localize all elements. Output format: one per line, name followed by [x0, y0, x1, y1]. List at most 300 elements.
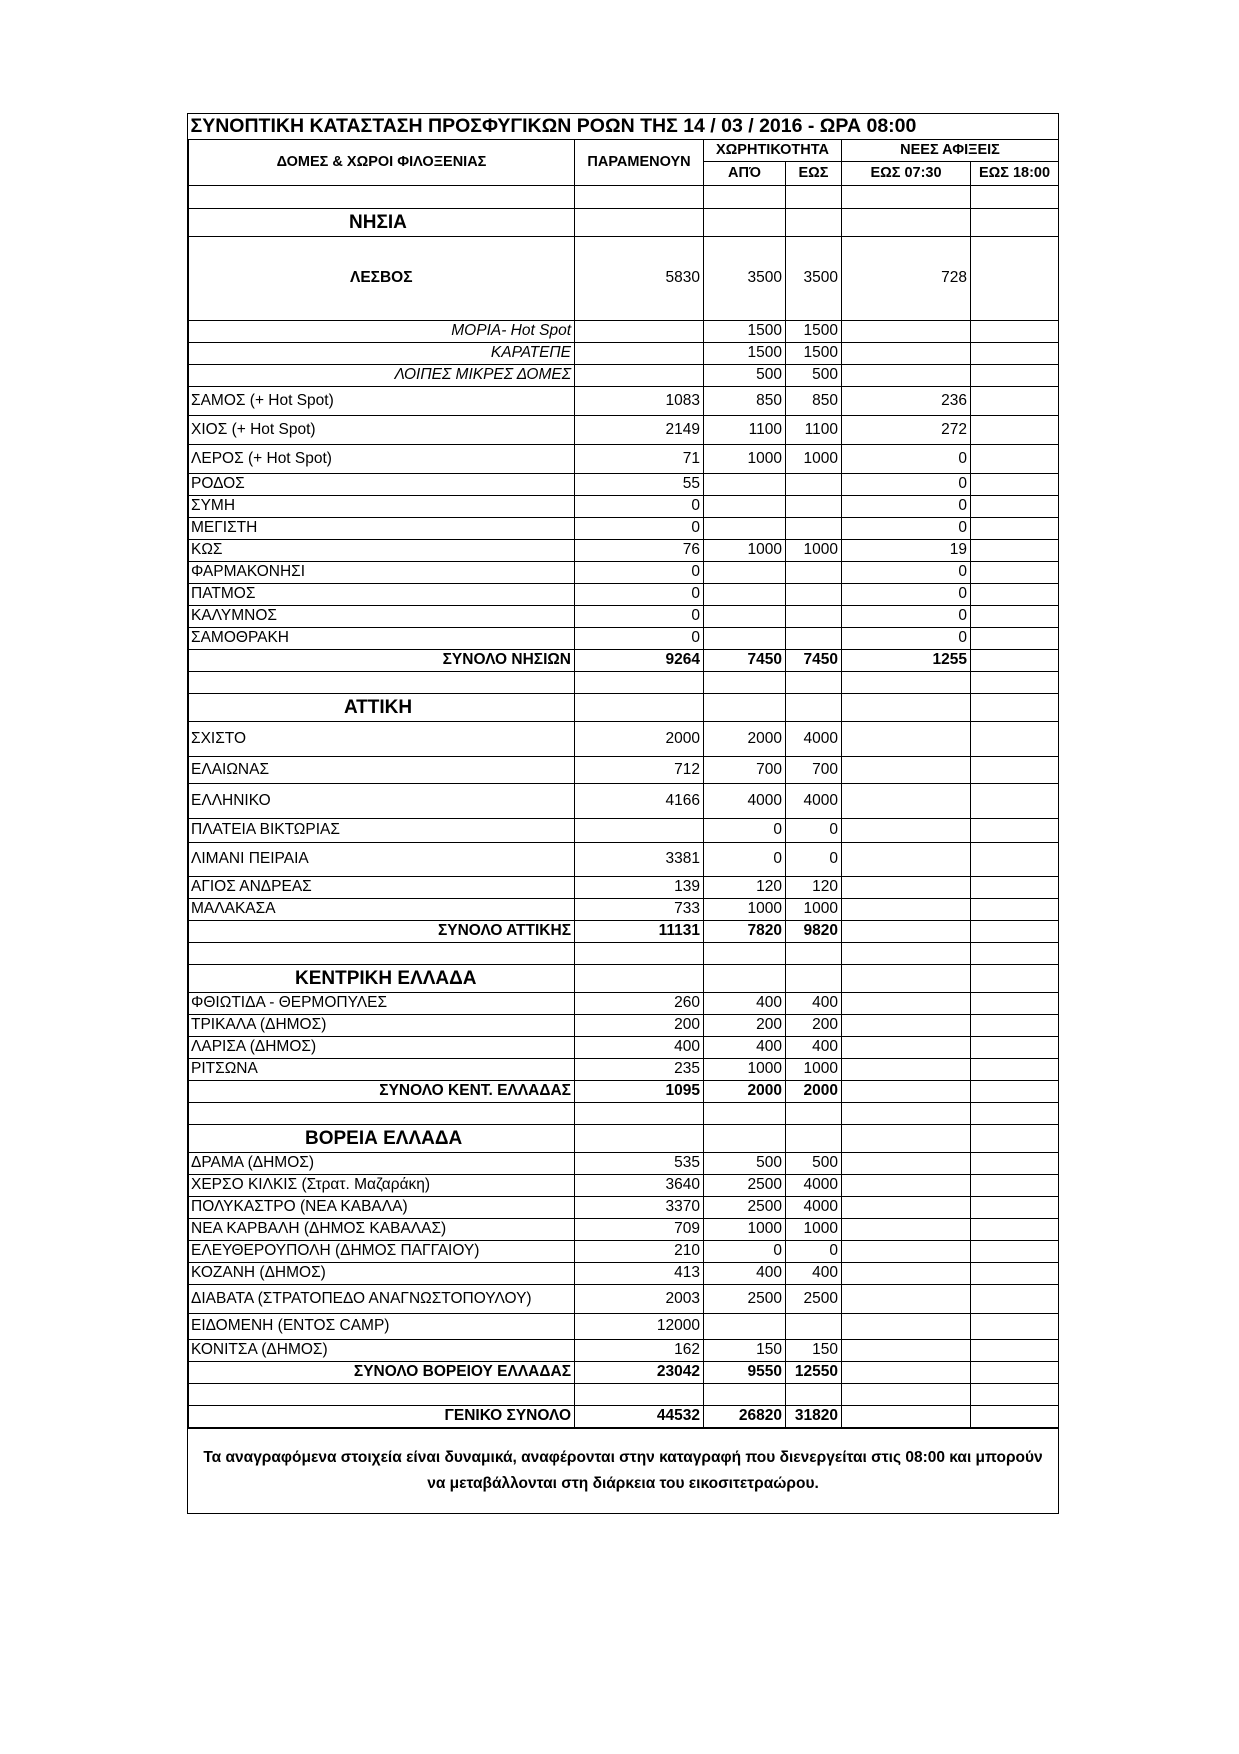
section-heading-row	[189, 208, 1059, 236]
row-label: ΕΛΛΗΝΙΚΟ	[189, 783, 575, 818]
cell-paramenoun: 0	[575, 495, 704, 517]
cell-apo	[704, 583, 786, 605]
cell-afixeis-0730	[842, 1313, 971, 1339]
table-row	[189, 415, 1059, 444]
total-row	[189, 649, 1059, 671]
cell-paramenoun: 0	[575, 627, 704, 649]
empty-cell	[786, 185, 842, 208]
cell-afixeis-1800	[971, 1405, 1059, 1427]
cell-afixeis-0730: 0	[842, 583, 971, 605]
cell-afixeis-1800	[971, 1014, 1059, 1036]
table-row	[189, 517, 1059, 539]
cell-paramenoun: 2149	[575, 415, 704, 444]
cell-afixeis-1800	[971, 386, 1059, 415]
cell-paramenoun	[575, 320, 704, 342]
row-label: ΠΑΤΜΟΣ	[189, 583, 575, 605]
header-nees-afixeis: ΝΕΕΣ ΑΦΙΞΕΙΣ	[842, 139, 1059, 161]
row-label: ΛΑΡΙΣΑ (ΔΗΜΟΣ)	[189, 1036, 575, 1058]
empty-cell	[575, 208, 704, 236]
cell-afixeis-1800	[971, 721, 1059, 756]
cell-afixeis-1800	[971, 756, 1059, 783]
row-label: ΓΕΝΙΚΟ ΣΥΝΟΛΟ	[189, 1405, 575, 1427]
cell-apo	[704, 561, 786, 583]
table-row	[189, 342, 1059, 364]
refugee-flows-table	[188, 114, 1059, 1428]
cell-eos: 4000	[786, 1196, 842, 1218]
empty-cell	[971, 942, 1059, 964]
empty-cell	[786, 964, 842, 992]
row-label: ΧΙΟΣ (+ Hot Spot)	[189, 415, 575, 444]
cell-afixeis-1800	[971, 1262, 1059, 1284]
cell-paramenoun: 3381	[575, 842, 704, 876]
cell-afixeis-1800	[971, 1080, 1059, 1102]
row-label: ΚΟΖΑΝΗ (ΔΗΜΟΣ)	[189, 1262, 575, 1284]
cell-afixeis-0730	[842, 920, 971, 942]
row-label: ΣΑΜΟΘΡΑΚΗ	[189, 627, 575, 649]
cell-eos	[786, 583, 842, 605]
empty-cell	[842, 208, 971, 236]
table-row	[189, 539, 1059, 561]
cell-apo: 150	[704, 1339, 786, 1361]
cell-eos: 7450	[786, 649, 842, 671]
cell-eos: 2500	[786, 1284, 842, 1313]
empty-cell	[842, 942, 971, 964]
empty-cell	[842, 693, 971, 721]
table-row	[189, 495, 1059, 517]
cell-afixeis-0730	[842, 842, 971, 876]
table-row	[189, 756, 1059, 783]
table-row	[189, 1313, 1059, 1339]
table-row	[189, 473, 1059, 495]
cell-paramenoun: 23042	[575, 1361, 704, 1383]
empty-cell	[704, 185, 786, 208]
cell-afixeis-1800	[971, 444, 1059, 473]
spacer-row	[189, 942, 1059, 964]
header-apo: ΑΠΌ	[704, 161, 786, 185]
total-row	[189, 920, 1059, 942]
cell-apo: 7450	[704, 649, 786, 671]
table-row	[189, 1036, 1059, 1058]
empty-cell	[575, 693, 704, 721]
cell-afixeis-0730	[842, 1152, 971, 1174]
cell-paramenoun: 12000	[575, 1313, 704, 1339]
empty-cell	[189, 1383, 575, 1405]
cell-eos: 4000	[786, 783, 842, 818]
empty-cell	[786, 1383, 842, 1405]
cell-apo: 26820	[704, 1405, 786, 1427]
header-paramenoun: ΠΑΡΑΜΕΝΟΥΝ	[575, 139, 704, 185]
table-row	[189, 386, 1059, 415]
row-label: ΛΕΡΟΣ (+ Hot Spot)	[189, 444, 575, 473]
cell-afixeis-1800	[971, 1361, 1059, 1383]
cell-eos: 500	[786, 364, 842, 386]
title-row	[189, 114, 1059, 139]
cell-afixeis-1800	[971, 320, 1059, 342]
cell-apo: 850	[704, 386, 786, 415]
cell-apo: 200	[704, 1014, 786, 1036]
cell-afixeis-0730: 272	[842, 415, 971, 444]
row-label: ΜΕΓΙΣΤΗ	[189, 517, 575, 539]
cell-paramenoun: 0	[575, 605, 704, 627]
table-row	[189, 1218, 1059, 1240]
cell-apo: 7820	[704, 920, 786, 942]
cell-paramenoun	[575, 364, 704, 386]
empty-cell	[971, 1102, 1059, 1124]
cell-eos	[786, 517, 842, 539]
empty-cell	[704, 1383, 786, 1405]
cell-apo: 2500	[704, 1196, 786, 1218]
cell-apo: 2500	[704, 1174, 786, 1196]
cell-afixeis-0730	[842, 876, 971, 898]
row-label: ΠΛΑΤΕΙΑ ΒΙΚΤΩΡΙΑΣ	[189, 818, 575, 842]
cell-paramenoun: 162	[575, 1339, 704, 1361]
cell-apo: 0	[704, 842, 786, 876]
cell-eos: 4000	[786, 721, 842, 756]
spacer-row	[189, 671, 1059, 693]
cell-paramenoun: 11131	[575, 920, 704, 942]
empty-cell	[842, 1102, 971, 1124]
cell-paramenoun: 733	[575, 898, 704, 920]
cell-paramenoun: 210	[575, 1240, 704, 1262]
cell-paramenoun: 3640	[575, 1174, 704, 1196]
cell-apo	[704, 495, 786, 517]
cell-afixeis-1800	[971, 818, 1059, 842]
table-row	[189, 444, 1059, 473]
section-heading-row	[189, 693, 1059, 721]
row-label: ΚΑΛΥΜΝΟΣ	[189, 605, 575, 627]
cell-apo: 9550	[704, 1361, 786, 1383]
row-label: ΚΑΡΑΤΕΠΕ	[189, 342, 575, 364]
cell-afixeis-1800	[971, 342, 1059, 364]
cell-paramenoun: 9264	[575, 649, 704, 671]
cell-apo: 400	[704, 992, 786, 1014]
cell-paramenoun: 2003	[575, 1284, 704, 1313]
cell-eos: 1000	[786, 444, 842, 473]
cell-afixeis-0730	[842, 783, 971, 818]
empty-cell	[575, 942, 704, 964]
cell-eos: 2000	[786, 1080, 842, 1102]
header-eos: ΕΩΣ	[786, 161, 842, 185]
table-row	[189, 320, 1059, 342]
cell-paramenoun: 44532	[575, 1405, 704, 1427]
cell-eos: 4000	[786, 1174, 842, 1196]
cell-eos: 150	[786, 1339, 842, 1361]
cell-paramenoun: 712	[575, 756, 704, 783]
cell-afixeis-1800	[971, 539, 1059, 561]
table-row	[189, 783, 1059, 818]
cell-paramenoun: 260	[575, 992, 704, 1014]
header-domes: ΔΟΜΕΣ & ΧΩΡΟΙ ΦΙΛΟΞΕΝΙΑΣ	[189, 139, 575, 185]
cell-afixeis-0730	[842, 1014, 971, 1036]
cell-afixeis-1800	[971, 415, 1059, 444]
cell-afixeis-1800	[971, 1036, 1059, 1058]
cell-afixeis-1800	[971, 627, 1059, 649]
cell-afixeis-1800	[971, 495, 1059, 517]
section-heading: ΒΟΡΕΙΑ ΕΛΛΑΔΑ	[189, 1124, 575, 1152]
cell-paramenoun: 139	[575, 876, 704, 898]
empty-cell	[575, 185, 704, 208]
table-row	[189, 1152, 1059, 1174]
row-label: ΜΑΛΑΚΑΣΑ	[189, 898, 575, 920]
cell-eos	[786, 605, 842, 627]
row-label: ΜΟΡΙΑ- Hot Spot	[189, 320, 575, 342]
cell-afixeis-1800	[971, 1339, 1059, 1361]
section-heading-row	[189, 964, 1059, 992]
cell-afixeis-1800	[971, 783, 1059, 818]
cell-afixeis-1800	[971, 473, 1059, 495]
cell-afixeis-1800	[971, 1196, 1059, 1218]
table-row	[189, 1284, 1059, 1313]
row-label: ΚΟΝΙΤΣΑ (ΔΗΜΟΣ)	[189, 1339, 575, 1361]
cell-afixeis-0730	[842, 1262, 971, 1284]
cell-paramenoun: 76	[575, 539, 704, 561]
cell-afixeis-1800	[971, 1058, 1059, 1080]
header-row-1	[189, 139, 1059, 161]
table-row	[189, 1058, 1059, 1080]
row-label: ΑΓΙΟΣ ΑΝΔΡΕΑΣ	[189, 876, 575, 898]
cell-afixeis-0730	[842, 1036, 971, 1058]
cell-afixeis-0730	[842, 1339, 971, 1361]
spacer-row	[189, 1383, 1059, 1405]
cell-apo: 1500	[704, 342, 786, 364]
cell-eos: 3500	[786, 236, 842, 320]
cell-eos: 1000	[786, 539, 842, 561]
section-heading: ΑΤΤΙΚΗ	[189, 693, 575, 721]
table-row	[189, 605, 1059, 627]
empty-cell	[575, 1102, 704, 1124]
empty-cell	[971, 208, 1059, 236]
cell-apo: 1000	[704, 539, 786, 561]
cell-eos: 0	[786, 1240, 842, 1262]
cell-apo: 500	[704, 1152, 786, 1174]
table-row	[189, 561, 1059, 583]
table-row	[189, 842, 1059, 876]
cell-afixeis-0730: 0	[842, 561, 971, 583]
cell-afixeis-0730: 236	[842, 386, 971, 415]
cell-paramenoun: 709	[575, 1218, 704, 1240]
cell-eos: 0	[786, 842, 842, 876]
empty-cell	[786, 208, 842, 236]
cell-apo	[704, 605, 786, 627]
cell-afixeis-0730	[842, 1218, 971, 1240]
cell-apo	[704, 517, 786, 539]
cell-apo: 0	[704, 818, 786, 842]
cell-paramenoun: 1083	[575, 386, 704, 415]
cell-afixeis-1800	[971, 236, 1059, 320]
row-label: ΠΟΛΥΚΑΣΤΡΟ (ΝΕΑ ΚΑΒΑΛΑ)	[189, 1196, 575, 1218]
total-row	[189, 1405, 1059, 1427]
row-label: ΔΙΑΒΑΤΑ (ΣΤΡΑΤΟΠΕΔΟ ΑΝΑΓΝΩΣΤΟΠΟΥΛΟΥ)	[189, 1284, 575, 1313]
cell-paramenoun: 235	[575, 1058, 704, 1080]
row-label: ΚΩΣ	[189, 539, 575, 561]
cell-paramenoun: 200	[575, 1014, 704, 1036]
cell-apo: 500	[704, 364, 786, 386]
cell-eos: 850	[786, 386, 842, 415]
table-row	[189, 1014, 1059, 1036]
empty-cell	[842, 671, 971, 693]
cell-afixeis-0730	[842, 1080, 971, 1102]
cell-afixeis-0730	[842, 1361, 971, 1383]
cell-eos: 700	[786, 756, 842, 783]
cell-apo: 1500	[704, 320, 786, 342]
empty-cell	[704, 942, 786, 964]
cell-eos: 120	[786, 876, 842, 898]
cell-afixeis-1800	[971, 605, 1059, 627]
cell-afixeis-1800	[971, 649, 1059, 671]
row-label: ΣΑΜΟΣ (+ Hot Spot)	[189, 386, 575, 415]
cell-paramenoun: 0	[575, 517, 704, 539]
empty-cell	[704, 964, 786, 992]
cell-eos	[786, 473, 842, 495]
cell-afixeis-0730	[842, 721, 971, 756]
empty-cell	[971, 964, 1059, 992]
cell-eos: 500	[786, 1152, 842, 1174]
table-row	[189, 1240, 1059, 1262]
empty-cell	[786, 942, 842, 964]
cell-afixeis-0730: 0	[842, 444, 971, 473]
empty-cell	[842, 1124, 971, 1152]
cell-apo: 0	[704, 1240, 786, 1262]
footnote: Τα αναγραφόμενα στοιχεία είναι δυναμικά, αναφέρονται στην καταγραφή που διενεργείται στις 08:00 και μπορούν να μεταβάλλονται στη διάρκεια του εικοσιτετραώρου.	[188, 1428, 1058, 1513]
row-label: ΧΕΡΣΟ ΚΙΛΚΙΣ (Στρατ. Μαζαράκη)	[189, 1174, 575, 1196]
cell-afixeis-0730	[842, 1405, 971, 1427]
cell-afixeis-1800	[971, 561, 1059, 583]
cell-afixeis-0730	[842, 342, 971, 364]
cell-eos: 1500	[786, 320, 842, 342]
cell-afixeis-1800	[971, 842, 1059, 876]
empty-cell	[704, 671, 786, 693]
cell-paramenoun: 71	[575, 444, 704, 473]
cell-afixeis-0730	[842, 992, 971, 1014]
cell-apo: 2500	[704, 1284, 786, 1313]
table-row	[189, 898, 1059, 920]
cell-paramenoun: 1095	[575, 1080, 704, 1102]
empty-cell	[786, 693, 842, 721]
empty-cell	[971, 185, 1059, 208]
table-row	[189, 721, 1059, 756]
empty-cell	[575, 671, 704, 693]
cell-eos	[786, 495, 842, 517]
section-heading: ΚΕΝΤΡΙΚΗ ΕΛΛΑΔΑ	[189, 964, 575, 992]
empty-cell	[971, 1124, 1059, 1152]
cell-afixeis-0730	[842, 364, 971, 386]
row-label: ΤΡΙΚΑΛΑ (ΔΗΜΟΣ)	[189, 1014, 575, 1036]
row-label: ΝΕΑ ΚΑΡΒΑΛΗ (ΔΗΜΟΣ ΚΑΒΑΛΑΣ)	[189, 1218, 575, 1240]
total-row	[189, 1080, 1059, 1102]
table-row	[189, 364, 1059, 386]
cell-afixeis-0730	[842, 898, 971, 920]
cell-afixeis-1800	[971, 876, 1059, 898]
empty-cell	[842, 1383, 971, 1405]
cell-apo: 400	[704, 1262, 786, 1284]
section-heading: ΝΗΣΙΑ	[189, 208, 575, 236]
cell-apo: 700	[704, 756, 786, 783]
cell-afixeis-1800	[971, 1174, 1059, 1196]
row-label: ΡΙΤΣΩΝΑ	[189, 1058, 575, 1080]
cell-paramenoun: 0	[575, 583, 704, 605]
header-xoritikotita: ΧΩΡΗΤΙΚΟΤΗΤΑ	[704, 139, 842, 161]
cell-apo: 1000	[704, 1218, 786, 1240]
cell-afixeis-0730	[842, 1284, 971, 1313]
row-label: ΛΕΣΒΟΣ	[189, 236, 575, 320]
empty-cell	[971, 693, 1059, 721]
cell-afixeis-1800	[971, 583, 1059, 605]
cell-eos: 1000	[786, 1218, 842, 1240]
cell-eos: 31820	[786, 1405, 842, 1427]
cell-apo: 400	[704, 1036, 786, 1058]
table-row	[189, 818, 1059, 842]
empty-cell	[971, 1383, 1059, 1405]
cell-afixeis-1800	[971, 920, 1059, 942]
table-row	[189, 992, 1059, 1014]
cell-afixeis-0730: 0	[842, 627, 971, 649]
cell-afixeis-0730: 1255	[842, 649, 971, 671]
row-label: ΦΑΡΜΑΚΟΝΗΣΙ	[189, 561, 575, 583]
empty-cell	[575, 1383, 704, 1405]
empty-cell	[189, 671, 575, 693]
table-row	[189, 627, 1059, 649]
cell-eos: 9820	[786, 920, 842, 942]
cell-eos	[786, 627, 842, 649]
cell-afixeis-1800	[971, 1313, 1059, 1339]
empty-cell	[971, 671, 1059, 693]
cell-paramenoun	[575, 818, 704, 842]
cell-paramenoun: 3370	[575, 1196, 704, 1218]
row-label: ΦΘΙΩΤΙΔΑ - ΘΕΡΜΟΠΥΛΕΣ	[189, 992, 575, 1014]
table-row	[189, 236, 1059, 320]
empty-cell	[189, 942, 575, 964]
table-row	[189, 1262, 1059, 1284]
cell-afixeis-0730	[842, 756, 971, 783]
cell-afixeis-0730: 0	[842, 605, 971, 627]
empty-cell	[786, 1102, 842, 1124]
header-eos-1800: ΕΩΣ 18:00	[971, 161, 1059, 185]
table-row	[189, 1174, 1059, 1196]
row-label: ΕΙΔΟΜΕΝΗ (ΕΝΤΟΣ CAMP)	[189, 1313, 575, 1339]
empty-cell	[786, 671, 842, 693]
empty-cell	[704, 208, 786, 236]
cell-paramenoun: 413	[575, 1262, 704, 1284]
cell-apo: 2000	[704, 1080, 786, 1102]
cell-afixeis-0730	[842, 1058, 971, 1080]
cell-afixeis-1800	[971, 1284, 1059, 1313]
cell-paramenoun: 0	[575, 561, 704, 583]
row-label: ΣΥΜΗ	[189, 495, 575, 517]
cell-afixeis-1800	[971, 517, 1059, 539]
cell-afixeis-0730	[842, 320, 971, 342]
cell-afixeis-1800	[971, 364, 1059, 386]
cell-eos: 12550	[786, 1361, 842, 1383]
cell-afixeis-1800	[971, 1152, 1059, 1174]
row-label: ΡΟΔΟΣ	[189, 473, 575, 495]
empty-cell	[189, 1102, 575, 1124]
table-row	[189, 876, 1059, 898]
empty-cell	[575, 964, 704, 992]
empty-cell	[842, 185, 971, 208]
cell-apo: 2000	[704, 721, 786, 756]
cell-eos	[786, 1313, 842, 1339]
cell-afixeis-0730: 19	[842, 539, 971, 561]
cell-eos: 400	[786, 992, 842, 1014]
spacer-row	[189, 185, 1059, 208]
empty-cell	[704, 1102, 786, 1124]
cell-eos: 400	[786, 1262, 842, 1284]
cell-apo: 4000	[704, 783, 786, 818]
table-row	[189, 1339, 1059, 1361]
row-label: ΣΥΝΟΛΟ ΒΟΡΕΙΟΥ ΕΛΛΑΔΑΣ	[189, 1361, 575, 1383]
header-eos-0730: ΕΩΣ 07:30	[842, 161, 971, 185]
row-label: ΔΡΑΜΑ (ΔΗΜΟΣ)	[189, 1152, 575, 1174]
